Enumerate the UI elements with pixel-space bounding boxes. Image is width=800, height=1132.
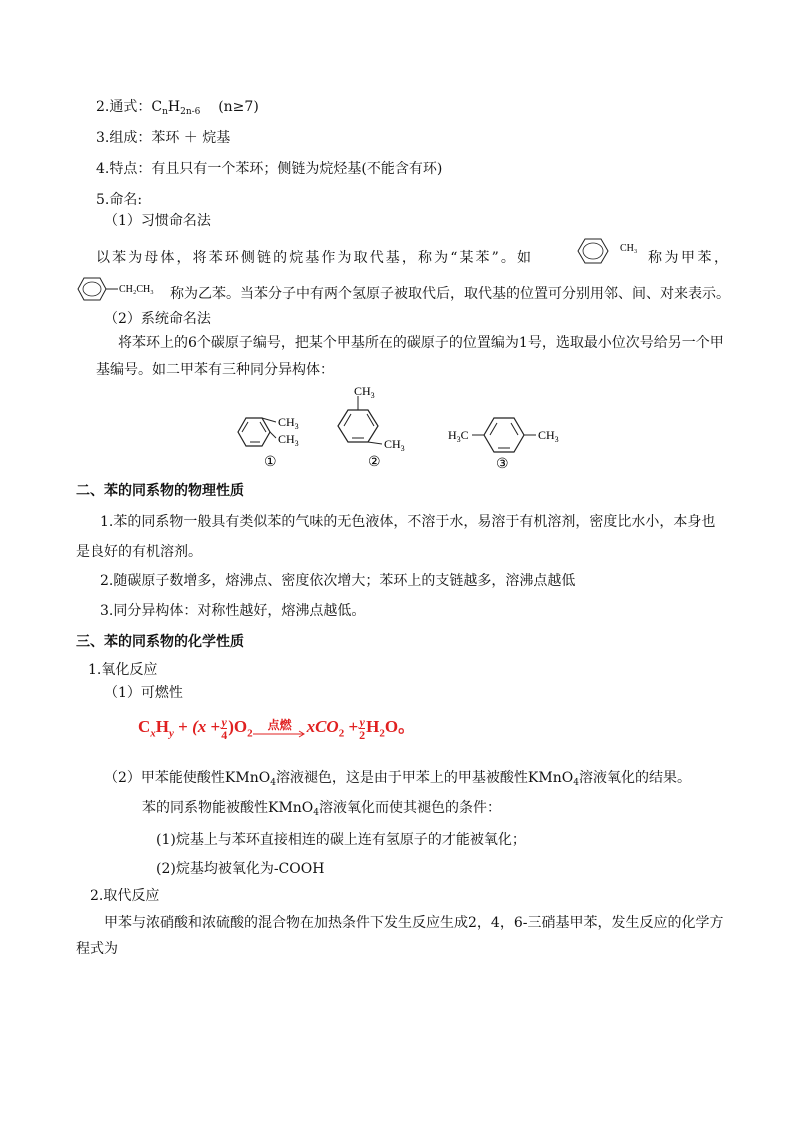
eq-sub-2c: 2 — [379, 727, 385, 740]
ortho-sub3-b: 3 — [294, 439, 299, 448]
formula-condition: (n≥7) — [218, 99, 259, 115]
ortho-ch3-a: CH — [278, 415, 295, 429]
eq-h: H — [155, 717, 170, 736]
xylene-isomers — [228, 382, 588, 472]
meta-sub3-a: 3 — [370, 391, 375, 400]
para-h: H — [448, 428, 457, 442]
systematic-para-1: 将苯环上的6个碳原子编号，把某个甲基所在的碳原子的位置编为1号，选取最小位次号给另一个甲 — [118, 335, 724, 351]
ethyl-label: CH₂CH₃ — [119, 284, 154, 295]
eq-c: C — [138, 717, 151, 736]
flammability-heading: （1）可燃性 — [104, 685, 183, 701]
svg-text:H3C: $H_3C$ — [448, 428, 469, 444]
meta-ch3-a: CH — [354, 384, 371, 398]
meta-xylene — [338, 384, 405, 470]
formula-sub: 2n-6 — [180, 107, 201, 117]
eq-plus-3: + — [348, 717, 359, 736]
para-ch3: CH — [538, 428, 555, 442]
common-naming-heading: （1）习惯命名法 — [104, 213, 211, 229]
isomer-number-1: ① — [264, 455, 277, 470]
substitution-para-2: 程式为 — [76, 941, 118, 957]
kmno4-part1: （2）甲苯能使酸性KMnO — [104, 770, 271, 786]
condition-intro-line — [142, 798, 501, 823]
meta-sub3-b: 3 — [400, 444, 405, 453]
kmno4-line — [104, 768, 691, 793]
eq-sub-y: y — [169, 727, 174, 740]
eq-h: H — [366, 717, 380, 736]
physical-para-3: 2.随碳原子数增多，熔沸点、密度依次增大；苯环上的支链越多，溶沸点越低 — [100, 573, 576, 589]
toluene-structure — [572, 234, 644, 268]
eq-xco2: xCO — [306, 717, 339, 736]
svg-text:CH3 — [538, 428, 559, 444]
eq-sub-2b: 2 — [338, 727, 345, 740]
isomer-number-2: ② — [368, 455, 381, 470]
naming-para-part1: 以苯为母体，将苯环侧链的烷基作为取代基，称为“某苯”。如 — [96, 250, 534, 266]
eq-sub-2a: 2 — [247, 727, 253, 740]
ortho-xylene — [238, 415, 299, 470]
eq-fraction-y2 — [359, 716, 365, 741]
eq-plus-2: + — [210, 717, 221, 736]
kmno4-part2: 溶液褪色，这是由于甲苯上的甲基被酸性KMnO — [275, 770, 574, 786]
ortho-ch3-b: CH — [278, 432, 295, 446]
svg-text:CH3 — [354, 384, 375, 400]
svg-text:CH3 — [278, 415, 299, 431]
para-sub3-a: 3 — [456, 435, 461, 444]
condition-intro-part2: 溶液氧化而使其褪色的条件： — [319, 800, 502, 816]
isomer-number-3: ③ — [496, 457, 509, 472]
ortho-sub3-a: 3 — [294, 422, 299, 431]
eq-condition: 点燃 — [267, 717, 292, 732]
eq-frac-den: 4 — [221, 727, 228, 742]
kmno4-part3: 溶液氧化的结果。 — [578, 770, 691, 786]
systematic-naming-heading: （2）系统命名法 — [104, 311, 211, 327]
eq-fraction-y4 — [221, 716, 227, 741]
para-xylene — [448, 418, 559, 472]
eq-frac2-den: 2 — [359, 727, 366, 742]
para-sub3-b: 3 — [554, 435, 559, 444]
eq-sub-x: x — [150, 727, 156, 740]
general-formula-line — [96, 97, 259, 122]
condition-1: (1)烷基上与苯环直接相连的碳上连有氢原子的才能被氧化； — [156, 832, 526, 848]
ethylbenzene-structure — [74, 274, 166, 304]
physical-para-1: 1.苯的同系物一般具有类似苯的气味的无色液体，不溶于水，易溶于有机溶剂，密度比水小，本身也 — [100, 514, 716, 530]
naming-para-part2: 称为甲苯， — [648, 250, 731, 266]
oxidation-heading: 1.氧化反应 — [88, 662, 158, 678]
eq-lparen-x: (x — [192, 717, 207, 736]
formula-sub-n: n — [162, 107, 168, 117]
combustion-equation — [138, 712, 415, 741]
condition-2: (2)烷基均被氧化为-COOH — [156, 861, 325, 877]
kmno4-sub4-a: 4 — [270, 778, 276, 788]
eq-frac2-num: y — [359, 714, 365, 729]
eq-plus-1: + — [178, 717, 188, 736]
systematic-para-2: 基编号。如二甲苯有三种同分异构体： — [96, 362, 334, 378]
condition-intro-part1: 苯的同系物能被酸性KMnO — [142, 800, 314, 816]
section-heading-chemical: 三、苯的同系物的化学性质 — [76, 634, 244, 650]
formula-h: H — [167, 99, 181, 115]
eq-o2: )O — [228, 717, 248, 736]
kmno4-sub4-b: 4 — [573, 778, 579, 788]
formula-prefix: 2.通式：C — [96, 99, 163, 115]
substitution-heading: 2.取代反应 — [90, 888, 160, 904]
toluene-ch3-label: CH₃ — [620, 243, 638, 254]
physical-para-2: 是良好的有机溶剂。 — [76, 544, 202, 560]
naming-para-part3: 称为乙苯。当苯分子中有两个氢原子被取代后，取代基的位置可分别用邻、间、对来表示。 — [170, 286, 730, 302]
composition-line: 3.组成：苯环 ＋ 烷基 — [96, 130, 231, 146]
feature-line: 4.特点：有且只有一个苯环；侧链为烷烃基(不能含有环) — [96, 161, 443, 177]
substitution-para-1: 甲苯与浓硝酸和浓硫酸的混合物在加热条件下发生反应生成2，4，6-三硝基甲苯，发生反应的化学方 — [104, 915, 724, 931]
section-heading-physical: 二、苯的同系物的物理性质 — [76, 483, 244, 499]
eq-arrow — [253, 719, 307, 738]
svg-text:CH3 — [278, 432, 299, 448]
eq-o: O — [384, 717, 399, 736]
condition-sub4: 4 — [313, 808, 320, 818]
svg-text:CH3 — [384, 437, 405, 453]
physical-para-4: 3.同分异构体：对称性越好，熔沸点越低。 — [100, 603, 366, 619]
naming-heading: 5.命名: — [96, 192, 143, 208]
meta-ch3-b: CH — [384, 437, 401, 451]
eq-period: 。 — [398, 717, 416, 736]
eq-frac-num: y — [221, 714, 227, 729]
